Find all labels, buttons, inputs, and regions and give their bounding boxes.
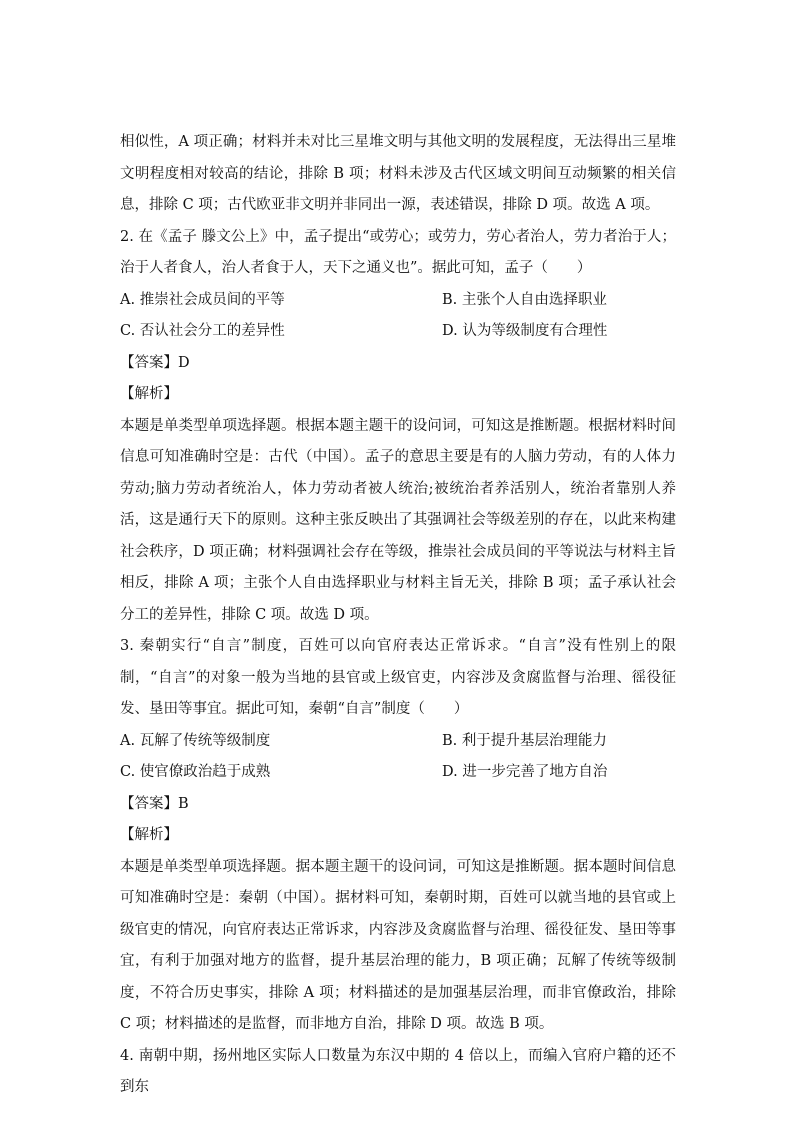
answer-label: 【答案】D [120,354,190,371]
analysis-text: 本题是单类型单项选择题。根据本题主题干的设问词，可知这是推断题。根据材料时间信息可知准确时空是：古代（中国）。孟子的意思主要是有的人脑力劳动，有的人体力劳动;脑力劳动者统治人，体力劳动者被人统治;被统治者养活别人，统治者靠别人养活，这是通行天下的原则。这种主张反映出了其强调社会等级差别的存在，以此来构建社会秩序，D 项正确；材料强调社会存在等级，推崇社会成员间的平等说法与材料主旨相反，排除 A 项；主张个人自由选择职业与材料主旨无关，排除 B 项；孟子承认社会分工的差异性，排除 C 项。故选 D 项。 [120,417,676,623]
option-b: B. 主张个人自由选择职业 [442,291,607,308]
question-4 [120,1041,676,1104]
document-page [120,127,676,1104]
question-stem: 3. 秦朝实行“自言”制度，百姓可以向官府表达正常诉求。“自言”没有性别上的限制，“自言”的对象一般为当地的县官或上级官吏，内容涉及贪腐监督与治理、徭役征发、垦田等事宜。据此可知，秦朝“自言”制度（ ） [120,638,676,717]
question-2 [120,222,676,632]
option-c: C. 使官僚政治趋于成熟 [120,764,271,780]
analysis-label: 【解析】 [120,827,178,843]
option-d: D. 认为等级制度有合理性 [442,323,608,339]
options-row [120,726,676,758]
previous-analysis-continuation: 相似性，A 项正确；材料并未对比三星堆文明与其他文明的发展程度，无法得出三星堆文明程度相对较高的结论，排除 B 项；材料未涉及古代区域文明间互动频繁的相关信息，排除 C 项；古代欧亚非文明并非同出一源，表述错误，排除 D 项。故选 A 项。 [120,134,676,213]
option-b: B. 利于提升基层治理能力 [442,732,607,749]
option-c: C. 否认社会分工的差异性 [120,323,285,339]
options-row [120,285,676,317]
answer-label: 【答案】B [120,795,189,812]
options-row [120,757,676,789]
option-a: A. 瓦解了传统等级制度 [120,732,271,749]
question-stem: 4. 南朝中期，扬州地区实际人口数量为东汉中期的 4 倍以上，而编入官府户籍的还不到东 [120,1047,676,1095]
analysis-text: 本题是单类型单项选择题。据本题主题干的设问词，可知这是推断题。据本题时间信息可知准确时空是：秦朝（中国）。据材料可知，秦朝时期，百姓可以就当地的县官或上级官吏的情况，向官府表达正常诉求，内容涉及贪腐监督与治理、徭役征发、垦田等事宜，有利于加强对地方的监督，提升基层治理的能力，B 项正确；瓦解了传统等级制度，不符合历史事实，排除 A 项；材料描述的是加强基层治理，而非官僚政治，排除 C 项；材料描述的是监督，而非地方自治，排除 D 项。故选 B 项。 [120,858,676,1032]
question-3 [120,631,676,1041]
analysis-label: 【解析】 [120,386,178,402]
options-row [120,316,676,348]
option-a: A. 推崇社会成员间的平等 [120,291,285,308]
option-d: D. 进一步完善了地方自治 [442,764,608,780]
question-stem: 2. 在《孟子 滕文公上》中，孟子提出“或劳心；或劳力，劳心者治人，劳力者治于人；治于人者食人，治人者食于人，天下之通义也”。据此可知，孟子（ ） [120,228,676,276]
